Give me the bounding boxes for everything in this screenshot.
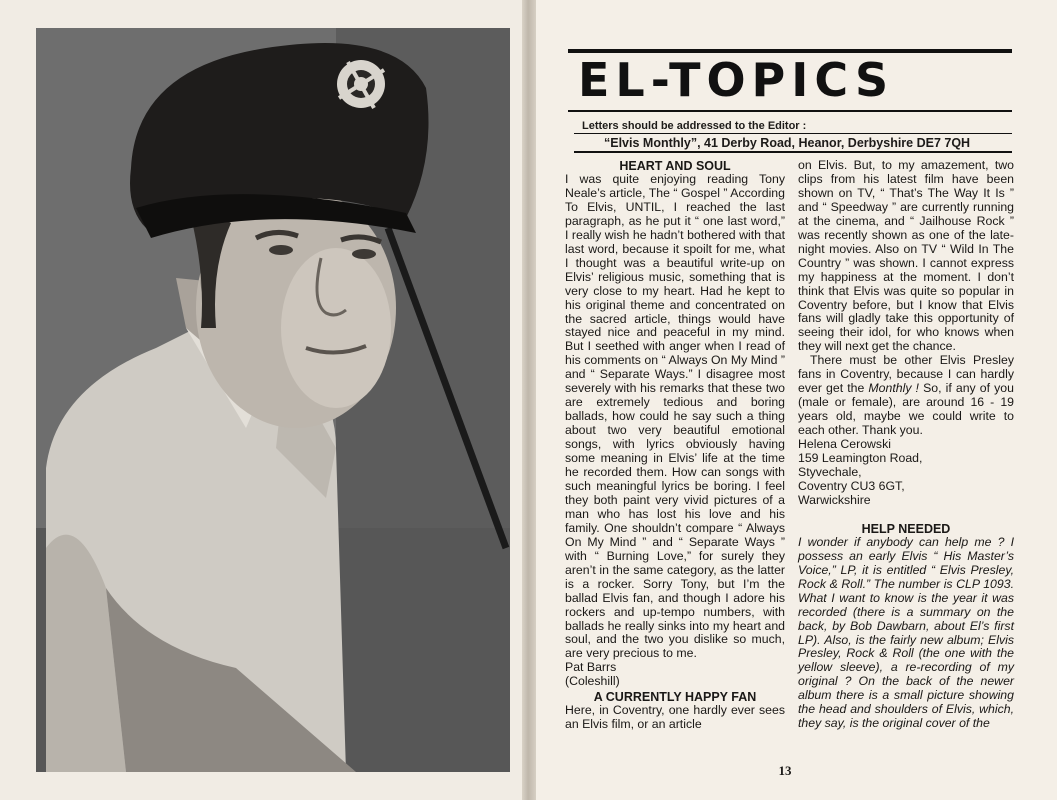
photo-illustration [36, 28, 510, 772]
column-right [798, 159, 1014, 731]
page-gutter [522, 0, 536, 800]
signature-line-1: Helena Cerowski [798, 437, 891, 452]
letter-heading-currently-happy-fan: A CURRENTLY HAPPY FAN [593, 690, 757, 705]
elvis-photograph [36, 28, 510, 772]
letter-body-currently-happy-fan-para2 [798, 354, 1014, 438]
left-page [0, 0, 528, 800]
signature-line-4: Coventry CU3 6GT, [798, 478, 905, 493]
para2-text-b: So, if any of you (male or female), are around 16 - 19 years old, maybe we could write to each other. Thank you. [798, 381, 1014, 438]
letter-body-currently-happy-fan-start: Here, in Coventry, one hardly ever sees an Elvis film, or an article [565, 703, 785, 732]
letter-body-heart-and-soul: I was quite enjoying reading Tony Neale’s article, The “ Gospel ” According To Elvis, UNTIL, I reached the last paragraph, as he put it “ one last word,” I really wish he hadn’t bothered with that last word, because it spoilt for me, what I thought was a beautiful write-up on Elvis’ religious music, something that is very close to my heart. Had he kept to his original theme and concentrated on the sacred article, things would have stayed nice and peaceful in my mind. But I seethed with anger when I read of his comments on “ Always On My Mind ” and “ Separate Ways.” I disagree most severely with his remarks that these two are extremely tedious and boring ballads, how could he say such a thing about two very beautiful emotional songs, with lyrics obviously having some meaning in Elvis’ life at the time he recorded them. How can songs with such meaningful lyrics be boring. I feel they both paint very vivid pictures of a man who has lost his love and his family. One shouldn’t compare “ Always On My Mind ” and “ Separate Ways ” with “ Burning Love,” for surely they aren’t in the same category, as the latter is a rocker. Sorry Tony, but I’m the ballad Elvis fan, and though I adore his rockers and up-tempo numbers, with ballads he really sinks into my heart and soul, and the two you dislike so much, are very precious to me. [565, 172, 785, 661]
column-left [565, 159, 785, 732]
page-number: 13 [778, 763, 792, 778]
masthead-title: EL-TOPICS [578, 53, 895, 107]
address-bottom-rule [574, 151, 1012, 153]
letter-signature-name: Pat Barrs [565, 660, 617, 675]
para2-text-magazine-name: Monthly ! [868, 381, 919, 396]
letter-heading-help-needed: HELP NEEDED [861, 521, 951, 536]
editor-address: “Elvis Monthly”, 41 Derby Road, Heanor, Derbyshire DE7 7QH [604, 136, 971, 150]
address-divider [574, 133, 1012, 134]
signature-line-3: Styvechale, [798, 464, 862, 479]
signature-line-5: Warwickshire [798, 492, 871, 507]
letter-signature-place: (Coleshill) [565, 674, 620, 689]
signature-line-2: 159 Leamington Road, [798, 451, 923, 466]
masthead-bottom-rule [568, 110, 1012, 112]
para2-text-a: There must be other Elvis Presley fans in Coventry, because I can hardly ever get the [798, 353, 1014, 396]
letter-body-currently-happy-fan-cont: on Elvis. But, to my amazement, two clips from his latest film have been shown on TV, “ That’s The Way It Is ” and “ Speedway ” are currently running at the cinema, and “ Jailhouse Rock ” was recently shown as one of the late-night movies. Also on TV “ Wild In The Country ” was shown. I cannot express my happiness at the moment. I don’t think that Elvis was quite so popular in Coventry before, but I know that Elvis fans will gladly take this opportunity of seeing their idol, for who knows when they will next get the chance. [798, 158, 1014, 354]
address-intro: Letters should be addressed to the Editor : [582, 120, 807, 132]
letter-heading-heart-and-soul: HEART AND SOUL [619, 159, 731, 173]
letter-body-help-needed: I wonder if anybody can help me ? I possess an early Elvis “ His Master’s Voice,” LP, it is entitled “ Elvis Presley, Rock & Roll.” The number is CLP 1093. What I want to know is the year it was recorded (there is a summary on the back, by Bob Dawbarn, about El’s first LP). Also, is the fairly new album; Elvis Presley, Rock & Roll (the one with the yellow sleeve), a re-recording of my original ? On the back of the newer album there is a small picture showing the head and shoulders of Elvis, which, they say, is the original cover of the [798, 534, 1014, 731]
